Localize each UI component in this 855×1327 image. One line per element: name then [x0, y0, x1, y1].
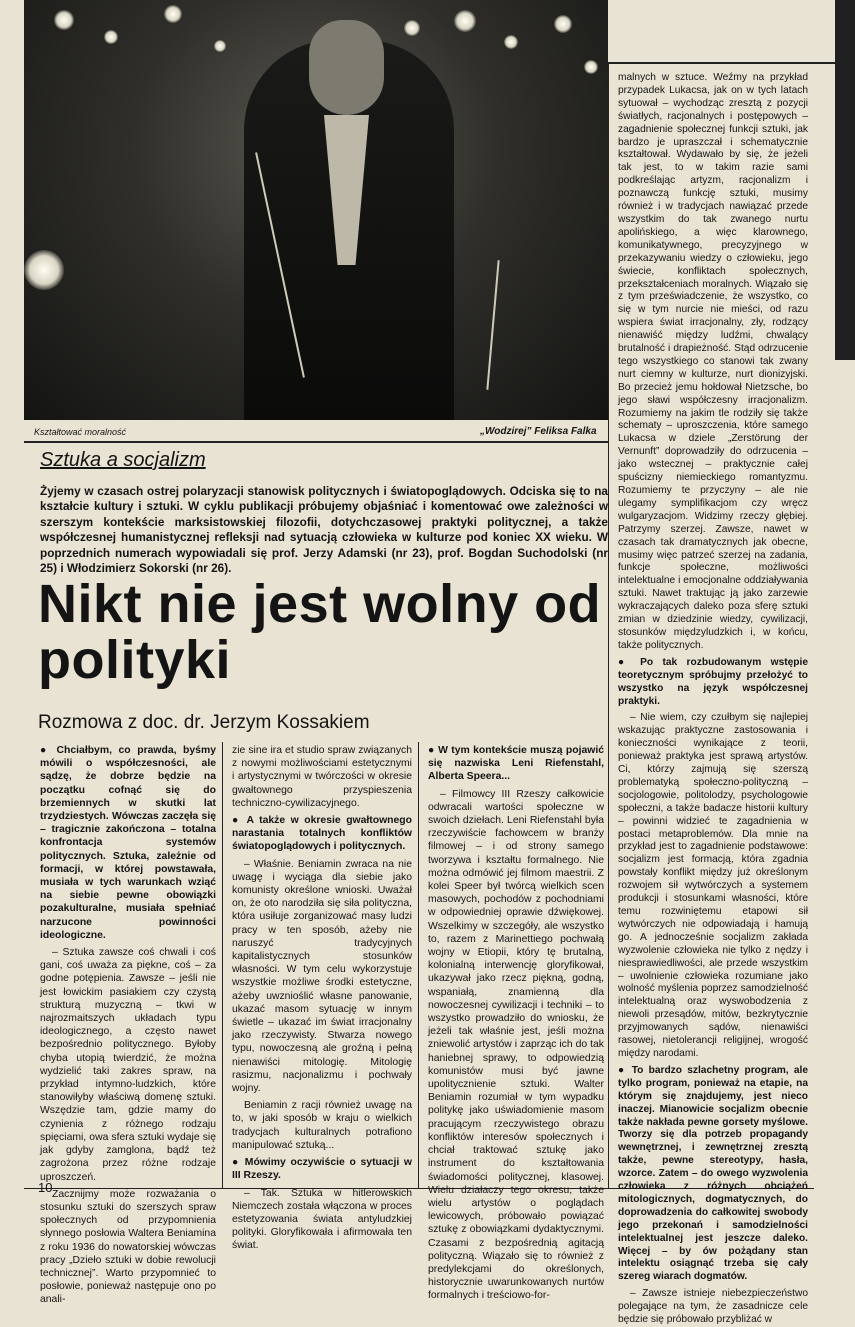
- question: ● To bardzo szlachetny program, ale tylko program, ponieważ na etapie, na którym się znajdujemy, jest nieco inaczej. Mianowicie socjalizm obecnie także nakłada pewne gorsety myślowe. Tworzy się dla potrzeb propagandy wewnętrznej, i zewnętrznej zresztą także, pewne stereotypy, hasła, wzorce. Zatem – do owego wyzwolenia człowieka z różnych obciążeń mitologicznych, dogmatycznych, do doprowadzenia do całkowitej swobody jego przekonań i samodzielności intelektualnej jest jeszcze daleko. Więcej – by ów pożądany stan intelektu osiągnąć trzeba się cały szereg wiarach dogmatów.: [618, 1065, 808, 1284]
- photo-caption-left: Kształtować moralność: [34, 427, 127, 437]
- photo-wodzirej: [24, 0, 608, 420]
- question: ● Po tak rozbudowanym wstępie teoretycznym spróbujmy przełożyć to wszystko na język współczesnej praktyki.: [618, 657, 808, 709]
- headline: Nikt nie jest wolny od polityki: [38, 574, 602, 690]
- photo-strip-right: [835, 0, 855, 360]
- photo-caption-right: „Wodzirej” Feliksa Falka: [480, 426, 597, 437]
- paragraph: – Zawsze istnieje niebezpieczeństwo polegające na tym, że zasadnicze cele będzie się próbowało przybliżać w: [618, 1288, 808, 1326]
- article-column-2: [232, 744, 412, 1252]
- question: ● Chciałbym, co prawda, byśmy mówili o współczesności, ale sądzę, że dobrze będzie na początku cofnąć się do brzemiennych w skutki lat trzydziestych. Wówczas zaczęła się – tragicznie zakończona – totalna konfrontacja systemów politycznych. Sztuka, zależnie od formacji, w której powstawała, musiała w tych warunkach wziąć na siebie pewne obowiązki pozakulturalne, musiała spełniać narzucone powinności ideologiczne.: [40, 744, 216, 942]
- lead-paragraph: Żyjemy w czasach ostrej polaryzacji stanowisk politycznych i światopoglądowych. Odciska się to na kształcie kultury i sztuki. W cyklu publikacji próbujemy objaśniać i komentować owe zależności w szerszym kontekście marksistowskiej filozofii, dotychczasowej praktyki politycznej, a także współczesnej humanistycznej refleksji nad sytuacją człowieka w kulturze pod koniec XX wieku. W poprzednich numerach wypowiadali się prof. Jerzy Adamski (nr 23), prof. Bogdan Suchodolski (nr 25) i Włodzimierz Sokorski (nr 26).: [40, 484, 608, 576]
- section-rubric: Sztuka a socjalizm: [40, 449, 206, 471]
- page-number: 10: [38, 1180, 53, 1195]
- question: ● A także w okresie gwałtownego narastania totalnych konfliktów światopoglądowych i politycznych.: [232, 814, 412, 854]
- paragraph: – Sztuka zawsze coś chwali i coś gani, coś uważa za piękne, coś – za godne potępienia. Zawsze – jeśli nie jest łowickim pasiakiem czy czystą strukturą muzyczną – tkwi w najrozmaitszych układach typu ideologicznego, a często nawet bezpośrednio politycznego. Byłoby chyba utopią twierdzić, że można wydzielić taki zakres spraw, na przykład intymno-ludzkich, które stanowiłyby właściwą domenę sztuki. Wszędzie tam, gdzie mamy do czynienia z różnego rodzaju spięciami, owa sfera sztuki wydaje się jak gdyby zamglona, bądź też zagrożona przez różne rodzaje uproszczeń.: [40, 947, 216, 1183]
- paragraph: – Filmowcy III Rzeszy całkowicie odwracali wartości społeczne w swoich dziełach. Leni Riefenstahl była rzeczywiście fachowcem w branży filmowej – i od strony samego tworzywa i kształtu formalnego. Nie można odmówić jej filmom maestrii. Z kolei Speer był twórcą wielkich scen masowych, pochodów z pochodniami w odpowiedniej oprawie dźwiękowej. Wszelkimy w szczegóły, ale wszystko to, razem z Marinettiego pochwałą wojny w Etiopii, który tę brutalną, kolonialną interwencję gloryfikował, ukazywał jako rzecz piękną, godną, wspaniałą, znamienną dla nowoczesnej cywilizacji i techniki – to wszystko prowadziło do wniosku, że jeżeli tak właśnie jest, jeśli można zniewolić artystów i zaprząc ich do tak haniebnej sprawy, to odpowiedzią komunistów musi być jawne upolitycznienie sztuki. Walter Beniamin rozumiał w tym wypadku politykę jako uświadomienie masom pracującym rzeczywistego obrazu konfliktów interesów społecznych i chciał traktować sztukę jako instrument do kształtowania świadomości politycznej, klasowej. Wielu działaczy tego okresu, także wielu artystów o poglądach lewicowych, próbowało powiązać sztukę z obowiązkami dydaktycznymi. Czasami z bezpośrednią agitacją polityczną. Wiązało się to również z predylekcjami do określonych, historycznie uwarunkowanych nurtów formalnych i treściowo-for-: [428, 788, 604, 1302]
- paragraph: Beniamin z racji również uwagę na to, w jaki sposób w kraju o wielkich tradycjach kulturalnych potrafiono manipulować sztuką...: [232, 1100, 412, 1151]
- question: ● Mówimy oczywiście o sytuacji w III Rzeszy.: [232, 1156, 412, 1182]
- subtitle: Rozmowa z doc. dr. Jerzym Kossakiem: [38, 712, 370, 733]
- paragraph: – Nie wiem, czy czułbym się najlepiej wskazując praktyczne zastosowania i konieczności wynikające z teorii, ponieważ praktyka jest sprawą artystów. Ci, którzy zajmują się szerszą problematyką społeczno-polityczną – socjologowie, politolodzy, psychologowie społeczni, a także badacze historii kultury – powinni widzieć te zagadnienia w postaci metaproblemów. Dla mnie na przykład jest to zagadnienie podstawowe: socjalizm jest formacją, która zgadnia powstały konflikt między już określonym rozwojem sił wytwórczych a systemem produkcji i stosunkami własności, które temu rozwiniętemu etapowi sił wytwórczych nie odpowiadają i hamują go. A jednocześnie socjalizm zakłada wyzwolenie człowieka nie tylko z nędzy i niesprawiedliwości, ale przede wszystkim – uwolnienie człowieka rozumiane jako wolność myślenia poprzez samodzielność intelektualną oraz wyswobodzenia z niewoli przesądów, mitów, bezkrytycznie przyjmowanych sądów, nienawiści rasowej, nietolerancji religijnej, wrogość między narodami.: [618, 712, 808, 1059]
- paragraph: malnych w sztuce. Weźmy na przykład przypadek Lukacsa, jak on w tych latach sytuował – wychodząc zresztą z pozycji światłych, racjonalnych i postępowych – zagadnienie społecznej funkcji sztuki, jak bardzo je upraszczał i schematycznie kształtował. Wydawało by się, że jeżeli tak jest, to w takim razie sami podkreślając artyzm, racjonalizm i poznawczą funkcję sztuki, musimy również i w tradycjach nawiązać przede wszystkim do tak zwanego nurtu apolińskiego, a więc klarownego, komunikatywnego, precyzyjnego w przekazywaniu wiedzy o człowieku, jego świecie, konfliktach społecznych, przekształceniach moralnych. Wiązało się z tym przeświadczenie, że wszystko, co się w tym nurcie nie mieści, od razu wspiera świat irracjonalny, zły, rodzący nienawiść między ludźmi, chwalący brutalność i drapieżność. Stąd odrzucenie tego wszystkiego co stanowi tak zwany nurt ciemny w kulturze, nurt dionizyjski. Bo przecież jemu hołdował Nietzsche, bo jego sławi współczesny irracjonalizm. Rozumiemy na jakim tle rodziły się także schematy – uproszczenia, które samego Lukacsa w dziele „Zerstörung der Vernunft” doprowadziły do odrzucenia – jako wstecznej – praktycznie całej spuścizny niemieckiego romantyzmu. Rozumiemy te przyczyny – ale nie ulegamy symplifikacjom czy wręcz wulgaryzacjom. Widzimy rzeczy głębiej. Patrzymy szerzej. Zawsze, nawet w czasach tak dramatycznych jak obecne, musimy więc patrzeć szerzej na zadania, funkcje społeczne, możliwości intelektualne i emocjonalne oddziaływania sztuki. Nawet traktując ją jako zarzewie wykraczających daleko poza sferę sztuki zmian w dziedzinie wiedzy, cywilizacji, stosunków międzyludzkich i, w końcu, także politycznych.: [618, 72, 808, 651]
- paragraph: zie sine ira et studio spraw związanych z nowymi możliwościami estetycznymi i artystycznymi w twórczości w okresie gwałtownego przyspieszenia techniczno-cywilizacyjnego.: [232, 745, 412, 809]
- paragraph: Zacznijmy może rozważania o stosunku sztuki do szerszych spraw społecznych od przypomnienia słynnego posłowia Waltera Beniamina z roku 1936 do nowatorskiej wówczas pracy „Dzieło sztuki w dobie rewolucji technicznej”. Warto przypomnieć to posłowie, ponieważ następuje ono po anali-: [40, 1188, 216, 1306]
- paragraph: – Tak. Sztuka w hitlerowskich Niemczech została włączona w proces estetyzowania świata antyludzkiej polityki. Gloryfikowała i afirmowała ten świat.: [232, 1187, 412, 1252]
- paragraph: – Właśnie. Beniamin zwraca na nie uwagę i wyciąga dla siebie jako komunisty określone wnioski. Uważał on, że oto narodziła się siła polityczna, która usiłuje zorganizować masy ludzi pracy w ten sposób, ażeby nie naruszyć tradycyjnych kapitalistycznych stosunków własności. W tym celu wykorzystuje wszystkie możliwe środki estetyczne, ażeby uwznioślić własne panowanie, ukazać masom sytuację w innym świetle – ukazać im świat irracjonalny jako rzeczywisty. Stwarza nowego typu, nowoczesną ale groźną i pełną nienawiści mitologię. Mitologię rasizmu, nacjonalizmu i pochwały wojny.: [232, 858, 412, 1095]
- question: ● W tym kontekście muszą pojawić się nazwiska Leni Riefenstahl, Alberta Speera...: [428, 744, 604, 784]
- article-column-3: [428, 744, 604, 1302]
- article-column-4: [618, 72, 809, 1326]
